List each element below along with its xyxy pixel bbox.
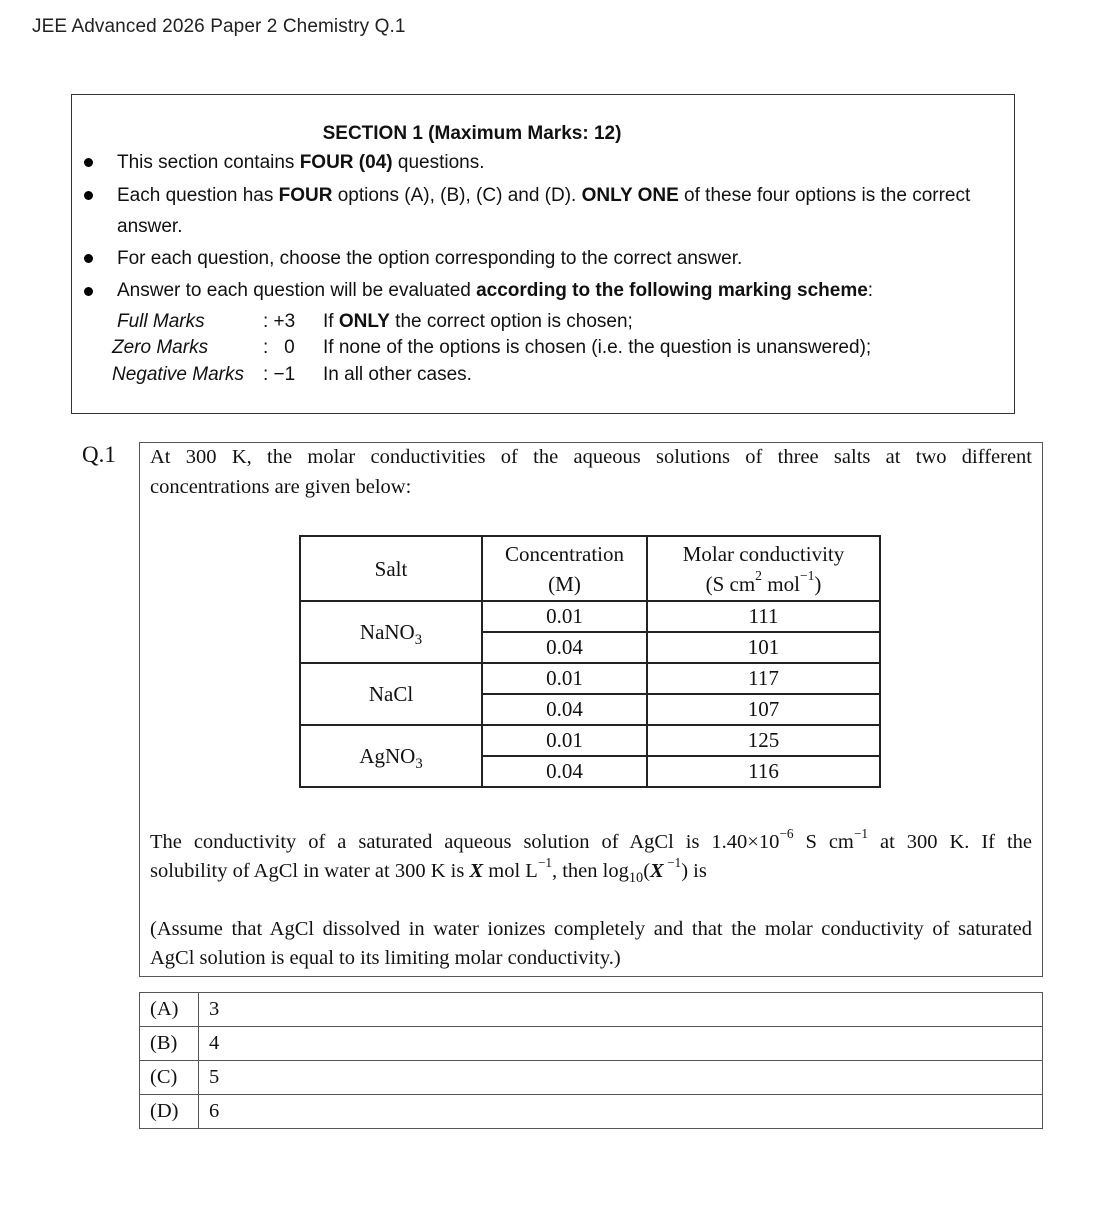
section-bullet-4: Answer to each question will be evaluated according to the following marking scheme: [117, 280, 874, 301]
table-header-row [300, 536, 880, 601]
bullet-dot [84, 287, 93, 296]
table-row [300, 601, 880, 632]
table-cell-concentration: 0.01 [482, 601, 647, 632]
option-value: 4 [199, 1027, 1043, 1061]
question-intro-line-2: concentrations are given below: [150, 476, 412, 498]
question-assumption-line-1: (Assume that AgCl dissolved in water ionizes completely and that the molar conductivity of saturated [150, 918, 1032, 940]
marking-desc-full: If ONLY the correct option is chosen; [323, 311, 633, 332]
bullet-dot [84, 158, 93, 167]
option-row-a[interactable] [140, 993, 1043, 1027]
table-header-concentration: Concentration (M) [482, 536, 647, 601]
question-assumption-line-2: AgCl solution is equal to its limiting molar conductivity.) [150, 947, 621, 969]
section-bullet-3: For each question, choose the option corresponding to the correct answer. [117, 248, 743, 269]
option-value: 5 [199, 1061, 1043, 1095]
marking-desc-negative: In all other cases. [323, 364, 472, 385]
section-bullet-1: This section contains FOUR (04) questions. [117, 152, 485, 173]
section-title: SECTION 1 (Maximum Marks: 12) [322, 123, 622, 144]
page-header-title: JEE Advanced 2026 Paper 2 Chemistry Q.1 [32, 16, 406, 37]
table-cell-salt: NaCl [300, 663, 482, 725]
bullet-dot [84, 191, 93, 200]
option-label: (D) [140, 1095, 199, 1129]
option-row-d[interactable] [140, 1095, 1043, 1129]
table-header-salt: Salt [300, 536, 482, 601]
option-label: (C) [140, 1061, 199, 1095]
question-body-line-2: solubility of AgCl in water at 300 K is X mol $L^{-1}$, then $\log_{10}(X$ $^{-1}$) is [150, 855, 707, 887]
marking-label-full: Full Marks [117, 311, 205, 332]
table-row [300, 725, 880, 756]
table-cell-concentration: 0.04 [482, 756, 647, 787]
table-cell-concentration: 0.04 [482, 632, 647, 663]
question-body-line-1: The conductivity of a saturated aqueous solution of AgCl is $1.40\times 10^{-6}$ S $cm^{-1}$ at 300 K. If the [150, 826, 1033, 853]
table-cell-conductivity: 116 [647, 756, 880, 787]
option-value: 6 [199, 1095, 1043, 1129]
marking-label-zero: Zero Marks [112, 337, 209, 358]
option-label: (B) [140, 1027, 199, 1061]
marking-value-negative: : −1 [263, 364, 296, 385]
table-cell-concentration: 0.04 [482, 694, 647, 725]
answer-options-table [139, 992, 1043, 1129]
table-cell-conductivity: 117 [647, 663, 880, 694]
option-row-b[interactable] [140, 1027, 1043, 1061]
question-intro-line-1: At 300 K, the molar conductivities of the aqueous solutions of three salts at two different [150, 446, 1032, 468]
option-value: 3 [199, 993, 1043, 1027]
table-cell-conductivity: 125 [647, 725, 880, 756]
section-bullet-2-continued: answer. [117, 216, 183, 237]
question-number: Q.1 [82, 442, 116, 467]
table-cell-salt: NaNO$_3$ [300, 601, 482, 663]
marking-value-full: : +3 [263, 311, 296, 332]
option-label: (A) [140, 993, 199, 1027]
table-cell-conductivity: 111 [647, 601, 880, 632]
table-cell-conductivity: 107 [647, 694, 880, 725]
table-header-molar-conductivity: Molar conductivity (S $cm^2$ mol$^{-1}$) [647, 536, 880, 601]
marking-label-negative: Negative Marks [112, 364, 244, 385]
option-row-c[interactable] [140, 1061, 1043, 1095]
marking-desc-zero: If none of the options is chosen (i.e. the question is unanswered); [323, 337, 872, 358]
table-row [300, 663, 880, 694]
bullet-dot [84, 254, 93, 263]
section-bullet-2: Each question has FOUR options (A), (B), (C) and (D). ONLY ONE of these four options is the correct [117, 185, 971, 206]
marking-value-zero: : 0 [263, 337, 295, 358]
table-cell-conductivity: 101 [647, 632, 880, 663]
table-cell-concentration: 0.01 [482, 663, 647, 694]
conductivity-table [299, 535, 881, 788]
table-cell-concentration: 0.01 [482, 725, 647, 756]
table-cell-salt: AgNO$_3$ [300, 725, 482, 787]
